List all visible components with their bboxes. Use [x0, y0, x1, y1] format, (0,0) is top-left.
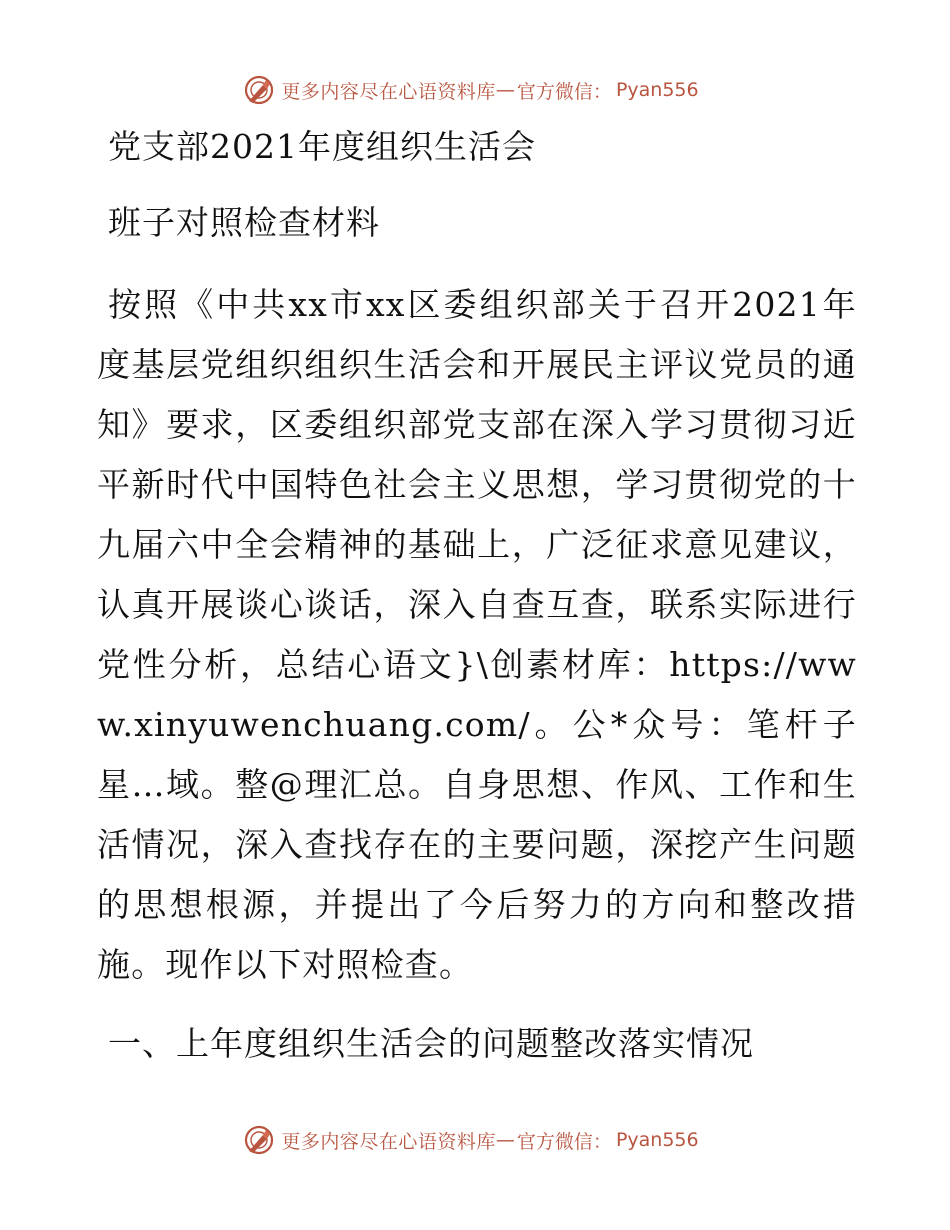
watermark-label: 官方微信：	[516, 80, 612, 103]
watermark-footer	[0, 1122, 950, 1158]
watermark-text: 更多内容尽在心语资料库	[281, 80, 496, 103]
watermark-header	[0, 72, 950, 108]
watermark-id: Pyan556	[615, 79, 699, 101]
section-heading: 一、上年度组织生活会的问题整改落实情况	[108, 1024, 754, 1063]
watermark-separator: —	[495, 1129, 515, 1151]
document-title-line2: 班子对照检查材料	[108, 203, 380, 242]
document-body-paragraph: 按照《中共xx市xx区委组织部关于召开2021年度基层党组织组织生活会和开展民主评议党员的通知》要求，区委组织部党支部在深入学习贯彻习近平新时代中国特色社会主义思想，学习贯彻党的十九届六中全会精神的基础上，广泛征求意见建议，认真开展谈心谈话，深入自查互查，联系实际进行党性分析，总结心语文}\创素材库：https://www.xinyuwenchuang.com/。公*众号：笔杆子星…域。整@理汇总。自身思想、作风、工作和生活情况，深入查找存在的主要问题，深挖产生问题的思想根源，并提出了今后努力的方向和整改措施。现作以下对照检查。	[97, 285, 857, 984]
document-content	[97, 122, 857, 1069]
pen-logo-icon	[243, 74, 275, 106]
watermark-text: 更多内容尽在心语资料库	[281, 1130, 496, 1153]
pen-logo-icon	[243, 1124, 275, 1156]
watermark-id: Pyan556	[615, 1129, 699, 1151]
watermark-separator: —	[495, 79, 515, 101]
document-title-line1: 党支部2021年度组织生活会	[108, 127, 536, 166]
watermark-label: 官方微信：	[516, 1130, 612, 1153]
